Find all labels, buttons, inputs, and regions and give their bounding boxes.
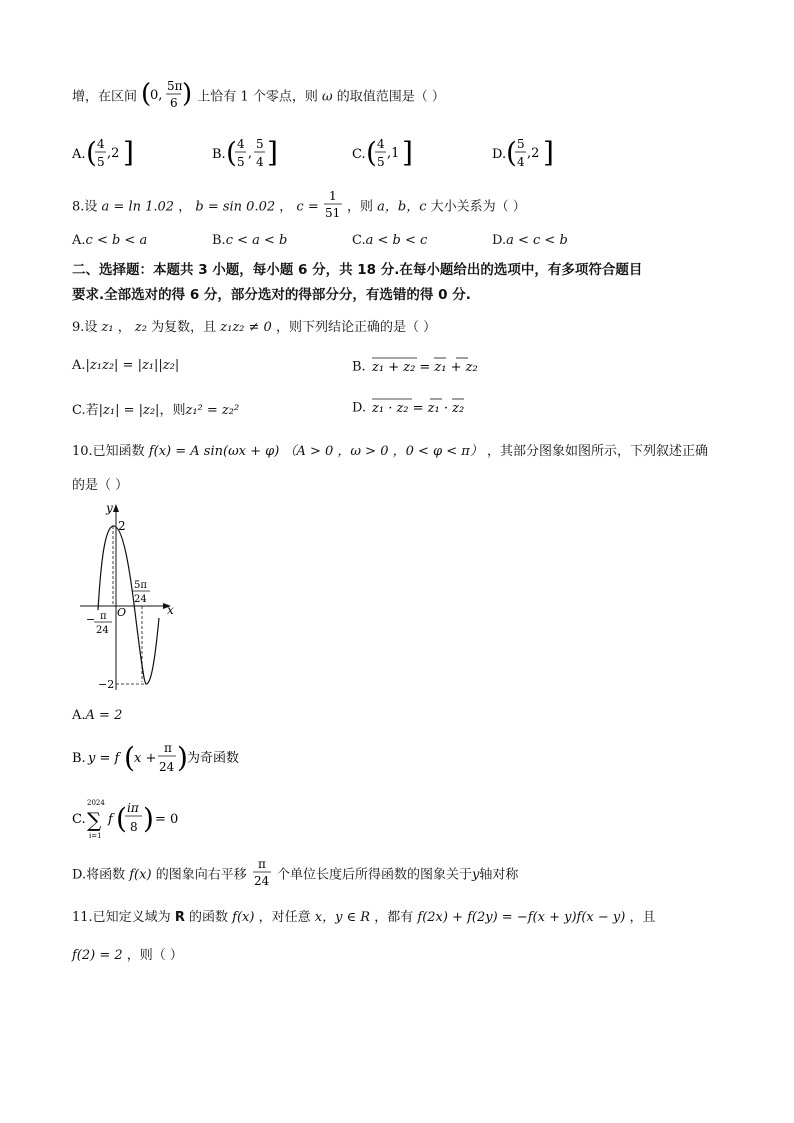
c-num: 1 (328, 189, 337, 203)
q10-option-b[interactable] (72, 738, 262, 782)
q10-option-d[interactable] (72, 856, 518, 894)
num1: 4 (237, 137, 245, 151)
q7-option-b[interactable] (212, 134, 292, 178)
q8-text-a: 8.设 (72, 199, 98, 215)
q7-option-a[interactable] (72, 134, 142, 178)
expr: a < c < b (506, 233, 568, 248)
q10-graph (72, 500, 192, 695)
q11-mid1: 的函数 (188, 910, 228, 925)
q9-z2: z₂ (134, 320, 147, 335)
q8-text-b: ，则 (347, 199, 374, 215)
label: D. (492, 233, 507, 248)
q7-option-a-svg (72, 134, 142, 174)
min-label: −2 (98, 678, 115, 691)
label: C. (72, 812, 86, 827)
q9-stem (72, 316, 436, 335)
bracket: ] (402, 136, 413, 169)
den: 5 (377, 155, 385, 169)
q7-option-d-svg (492, 134, 562, 174)
q7-continuation (72, 78, 445, 116)
y-label: y (106, 501, 113, 515)
tick-left-num: π (100, 611, 107, 622)
label: A. (72, 147, 86, 162)
sine-curve (98, 526, 159, 684)
paren-open: ( (141, 79, 152, 109)
q7-interval (141, 78, 193, 116)
num: π (164, 741, 172, 755)
q8-vars: a，b，c (377, 199, 427, 215)
c-den: 51 (324, 206, 341, 220)
paren: ( (506, 136, 517, 169)
rest: ,2 (107, 146, 120, 161)
q11-R: R (174, 910, 185, 925)
rest: ,1 (387, 146, 400, 161)
den: 24 (253, 874, 270, 888)
q10-option-c-svg (72, 796, 202, 842)
q8-a-expr: a = ln 1.02 (101, 199, 175, 215)
q9-d-expr (370, 395, 480, 421)
q7-option-c-svg (352, 134, 422, 174)
q9-stem-text: 9.设 (72, 320, 98, 335)
num: π (257, 857, 266, 871)
label: A. (72, 233, 86, 248)
origin-label: O (117, 606, 127, 619)
q9-option-a[interactable] (72, 358, 179, 373)
q9-b-expr (370, 354, 480, 380)
q7-text-prefix: 增，在区间 (72, 89, 138, 105)
expr: z₁ · z₂ = z₁ · z₂ (372, 401, 465, 416)
rest: ,2 (527, 146, 540, 161)
q10-func: f(x) = A sin(ωx + φ) (148, 444, 280, 459)
q9-cond: z₁z₂ ≠ 0 (220, 320, 272, 335)
q10-d-frac (251, 856, 273, 894)
q11-line2-tail: ，则（ ） (126, 948, 183, 963)
paren: ( (366, 136, 377, 169)
q11-xy: x，y ∈ R (314, 910, 371, 925)
q11-line2-eq: f(2) = 2 (72, 948, 123, 963)
label: C. (352, 147, 366, 162)
post: 个单位长度后所得函数的图象关于 (276, 867, 472, 883)
expr: c < a < b (225, 233, 288, 248)
q8-b-expr: b = sin 0.02 (195, 199, 276, 215)
den2: 4 (256, 155, 264, 169)
tick-right-num: 5π (134, 580, 147, 591)
bracket: ] (543, 136, 554, 169)
bracket: ] (267, 136, 278, 169)
den1: 5 (237, 155, 245, 169)
q9-comma: ， (117, 320, 131, 335)
den: 8 (130, 820, 138, 834)
tail: 轴对称 (479, 867, 519, 883)
pre: y = f (88, 751, 120, 766)
tick-left-den: 24 (96, 625, 109, 636)
expr: A = 2 (85, 708, 123, 723)
q8-option-c[interactable] (352, 233, 427, 248)
q10-cond: （A > 0 ，ω > 0 ，0 < φ < π） (283, 444, 483, 459)
den: 24 (159, 760, 175, 774)
y-axis-arrow-icon (113, 504, 119, 512)
expr: |z₁z₂| = |z₁||z₂| (85, 358, 180, 373)
num: 4 (377, 137, 385, 151)
x-label: x (167, 603, 174, 617)
num: 4 (97, 137, 105, 151)
q10-option-a[interactable] (72, 708, 122, 723)
post: = 0 (155, 812, 179, 827)
label: D. (492, 147, 507, 162)
axis: y (472, 867, 480, 883)
label: D. (352, 400, 367, 416)
num: 5 (517, 137, 525, 151)
q10-d-frac-svg (251, 856, 273, 890)
q10-option-b-svg (72, 738, 262, 778)
q8-text-c: 大小关系为（ ） (430, 199, 526, 215)
label: B. (352, 359, 366, 375)
paren-open: ( (124, 741, 135, 774)
q11-stem-text: 11.已知定义域为 (72, 910, 171, 925)
label: D. (72, 867, 87, 883)
q11-fx: f(x) (232, 910, 255, 925)
sigma-icon: ∑ (87, 808, 102, 832)
q8-option-a[interactable] (72, 233, 147, 248)
mid: 的图象向右平移 (155, 867, 247, 883)
q7-omega: ω (321, 89, 333, 105)
label: A. (72, 708, 86, 723)
q10-option-c[interactable] (72, 796, 202, 846)
q8-stem (72, 188, 526, 226)
mid: ，则 (159, 403, 186, 418)
q8-c-frac-svg (323, 188, 343, 222)
q9-option-d[interactable] (352, 395, 480, 421)
num2: 5 (256, 137, 264, 151)
pre: 将函数 (86, 867, 126, 883)
q8-sep2: ， (279, 199, 293, 215)
paren-close: ) (182, 79, 193, 109)
expr: z₁ + z₂ = z₁ + z₂ (371, 360, 478, 375)
label: B. (212, 233, 226, 248)
q9-mid: 为复数，且 (151, 320, 217, 335)
sum-top: 2024 (87, 799, 105, 807)
q9-d-svg (370, 395, 480, 417)
interval-left: 0, (150, 88, 163, 103)
q8-sep1: ， (178, 199, 192, 215)
q10-stem (72, 440, 708, 459)
expr: c < b < a (85, 233, 148, 248)
q8-option-b[interactable] (212, 233, 287, 248)
q11-mid3: ，都有 (374, 910, 414, 925)
interval-den: 6 (170, 96, 178, 110)
q9-b-svg (370, 354, 480, 376)
q8-c-frac (323, 188, 343, 226)
q10-stem-text: 10.已知函数 (72, 444, 145, 459)
q11-mid2: ，对任意 (258, 910, 311, 925)
den: 5 (97, 155, 105, 169)
q7-text-suffix: 上恰有 1 个零点，则 (197, 89, 318, 105)
expr2: z₁² = z₂² (185, 403, 240, 418)
max-label: 2 (118, 519, 126, 533)
q7-option-b-svg (212, 134, 292, 174)
q10-stem-line2: 的是（ ） (72, 478, 129, 493)
paren: ( (226, 136, 237, 169)
q8-option-d[interactable] (492, 233, 568, 248)
label: C. (72, 403, 86, 418)
q7-interval-svg (141, 78, 193, 112)
sum-bot: i=1 (89, 832, 102, 840)
comma: , (248, 146, 253, 161)
q9-option-b[interactable] (352, 354, 480, 380)
q11-stem-line2 (72, 944, 183, 963)
paren: ( (86, 136, 97, 169)
label: B. (72, 751, 86, 766)
paren-open: ( (116, 802, 127, 835)
expr: |z₁| = |z₂| (98, 403, 160, 418)
expr: a < b < c (365, 233, 428, 248)
section2-line1: 二、选择题：本题共 3 小题，每小题 6 分，共 18 分.在每小题给出的选项中，有多项符合题目 (72, 262, 643, 278)
q9-tail: ，则下列结论正确的是（ ） (275, 320, 437, 335)
tick-left-sign: − (86, 613, 96, 626)
pre: 若 (85, 403, 99, 418)
in-open: x + (134, 751, 157, 766)
f: f (108, 812, 113, 827)
interval-num: 5π (167, 79, 183, 93)
label: C. (352, 233, 366, 248)
section2-line2: 要求.全部选对的得 6 分，部分选对的得部分分，有选错的得 0 分. (72, 287, 471, 303)
q7-option-d[interactable] (492, 134, 562, 178)
den: 4 (517, 155, 525, 169)
label: B. (212, 147, 226, 162)
tick-right-den: 24 (134, 594, 147, 605)
q11-stem (72, 906, 655, 925)
q11-eq: f(2x) + f(2y) = −f(x + y)f(x − y) (417, 910, 626, 925)
func: f(x) (129, 867, 152, 883)
q9-option-c[interactable] (72, 399, 239, 418)
q10-tail: ，其部分图象如图所示，下列叙述正确 (486, 444, 708, 459)
q11-tail: ，且 (629, 910, 656, 925)
q9-z1: z₁ (101, 320, 114, 335)
q7-text-tail: 的取值范围是（ ） (336, 89, 445, 105)
post: 为奇函数 (187, 751, 240, 766)
q8-c-lhs: c = (296, 199, 319, 215)
q7-option-c[interactable] (352, 134, 422, 178)
label: A. (72, 358, 86, 373)
num: iπ (127, 801, 139, 815)
paren-close: ) (177, 741, 188, 774)
paren-close: ) (143, 802, 154, 835)
bracket: ] (123, 136, 134, 169)
